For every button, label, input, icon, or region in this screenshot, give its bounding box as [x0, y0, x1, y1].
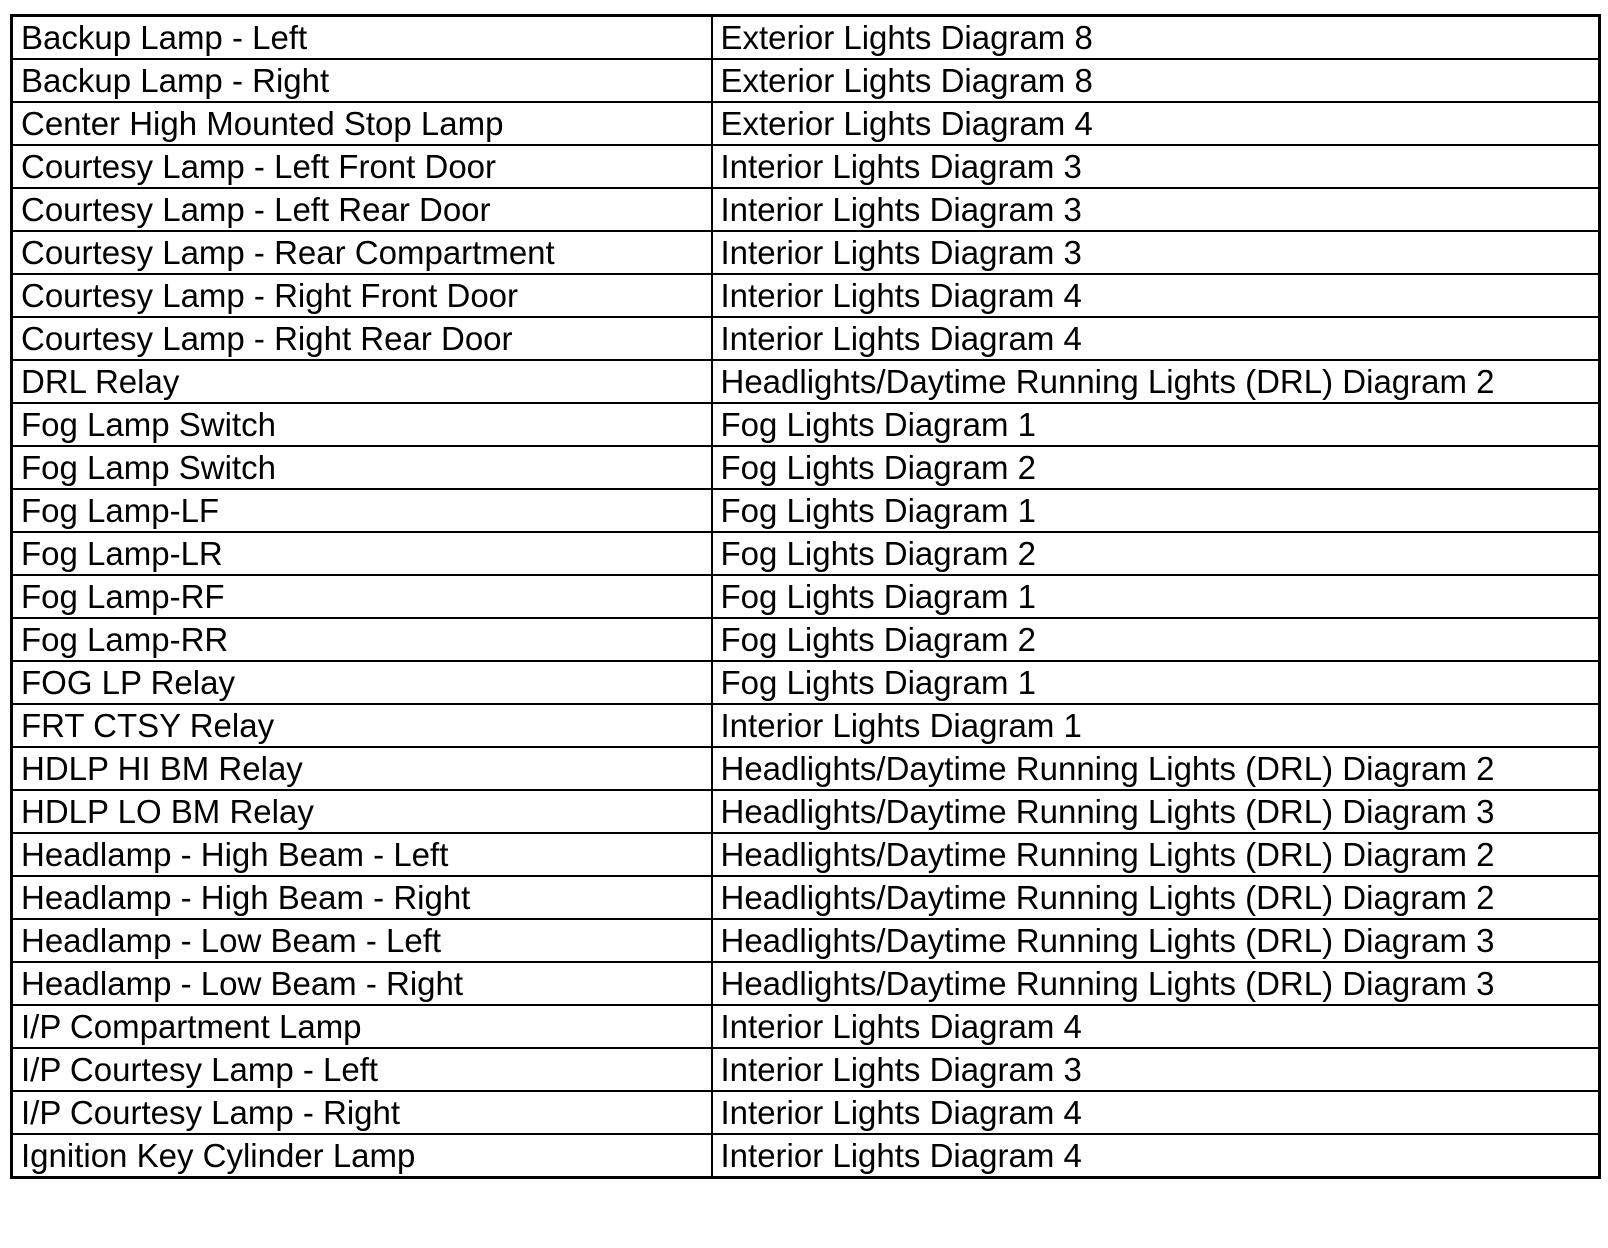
component-name-cell: Fog Lamp Switch — [12, 403, 712, 446]
component-name-cell: Backup Lamp - Right — [12, 59, 712, 102]
diagram-location-cell: Headlights/Daytime Running Lights (DRL) Diagram 2 — [712, 360, 1600, 403]
table-row — [12, 833, 1600, 876]
table-row — [12, 59, 1600, 102]
table-row — [12, 962, 1600, 1005]
table-row — [12, 1005, 1600, 1048]
table-row — [12, 489, 1600, 532]
component-name-cell: Headlamp - Low Beam - Left — [12, 919, 712, 962]
diagram-location-cell: Headlights/Daytime Running Lights (DRL) Diagram 3 — [712, 962, 1600, 1005]
diagram-location-cell: Fog Lights Diagram 1 — [712, 575, 1600, 618]
table-row — [12, 661, 1600, 704]
diagram-location-cell: Exterior Lights Diagram 4 — [712, 102, 1600, 145]
component-name-cell: Courtesy Lamp - Left Front Door — [12, 145, 712, 188]
table-row — [12, 1048, 1600, 1091]
table-row — [12, 317, 1600, 360]
diagram-location-cell: Headlights/Daytime Running Lights (DRL) Diagram 2 — [712, 833, 1600, 876]
diagram-location-cell: Interior Lights Diagram 1 — [712, 704, 1600, 747]
table-row — [12, 1091, 1600, 1134]
component-name-cell: Center High Mounted Stop Lamp — [12, 102, 712, 145]
table-row — [12, 704, 1600, 747]
component-name-cell: I/P Courtesy Lamp - Right — [12, 1091, 712, 1134]
component-name-cell: HDLP LO BM Relay — [12, 790, 712, 833]
component-name-cell: I/P Courtesy Lamp - Left — [12, 1048, 712, 1091]
component-name-cell: Fog Lamp Switch — [12, 446, 712, 489]
diagram-location-cell: Interior Lights Diagram 4 — [712, 1134, 1600, 1178]
diagram-location-cell: Interior Lights Diagram 3 — [712, 188, 1600, 231]
table-row — [12, 618, 1600, 661]
table-row — [12, 919, 1600, 962]
component-name-cell: Courtesy Lamp - Right Front Door — [12, 274, 712, 317]
table-row — [12, 145, 1600, 188]
component-name-cell: Fog Lamp-LF — [12, 489, 712, 532]
table-row — [12, 231, 1600, 274]
table-row — [12, 876, 1600, 919]
diagram-location-cell: Exterior Lights Diagram 8 — [712, 16, 1600, 60]
component-name-cell: Courtesy Lamp - Left Rear Door — [12, 188, 712, 231]
diagram-location-cell: Exterior Lights Diagram 8 — [712, 59, 1600, 102]
diagram-location-cell: Headlights/Daytime Running Lights (DRL) Diagram 2 — [712, 747, 1600, 790]
diagram-location-cell: Interior Lights Diagram 4 — [712, 317, 1600, 360]
component-name-cell: Headlamp - High Beam - Left — [12, 833, 712, 876]
table-row — [12, 747, 1600, 790]
table-row — [12, 575, 1600, 618]
table-row — [12, 1134, 1600, 1178]
diagram-location-cell: Fog Lights Diagram 1 — [712, 661, 1600, 704]
component-name-cell: Ignition Key Cylinder Lamp — [12, 1134, 712, 1178]
component-name-cell: Headlamp - Low Beam - Right — [12, 962, 712, 1005]
component-name-cell: Fog Lamp-LR — [12, 532, 712, 575]
component-name-cell: DRL Relay — [12, 360, 712, 403]
component-name-cell: Fog Lamp-RF — [12, 575, 712, 618]
diagram-location-cell: Interior Lights Diagram 3 — [712, 231, 1600, 274]
diagram-location-cell: Fog Lights Diagram 2 — [712, 446, 1600, 489]
table-row — [12, 188, 1600, 231]
component-location-table — [10, 14, 1601, 1179]
component-name-cell: I/P Compartment Lamp — [12, 1005, 712, 1048]
diagram-location-cell: Interior Lights Diagram 3 — [712, 1048, 1600, 1091]
diagram-location-cell: Headlights/Daytime Running Lights (DRL) Diagram 3 — [712, 919, 1600, 962]
component-name-cell: FOG LP Relay — [12, 661, 712, 704]
component-name-cell: Courtesy Lamp - Right Rear Door — [12, 317, 712, 360]
table-row — [12, 403, 1600, 446]
table-row — [12, 532, 1600, 575]
diagram-location-cell: Headlights/Daytime Running Lights (DRL) Diagram 2 — [712, 876, 1600, 919]
diagram-location-cell: Fog Lights Diagram 2 — [712, 618, 1600, 661]
table-body — [12, 16, 1600, 1178]
diagram-location-cell: Headlights/Daytime Running Lights (DRL) Diagram 3 — [712, 790, 1600, 833]
diagram-location-cell: Interior Lights Diagram 4 — [712, 274, 1600, 317]
table-row — [12, 102, 1600, 145]
diagram-location-cell: Interior Lights Diagram 3 — [712, 145, 1600, 188]
diagram-location-cell: Fog Lights Diagram 2 — [712, 532, 1600, 575]
component-name-cell: Headlamp - High Beam - Right — [12, 876, 712, 919]
component-name-cell: FRT CTSY Relay — [12, 704, 712, 747]
diagram-location-cell: Interior Lights Diagram 4 — [712, 1005, 1600, 1048]
component-name-cell: HDLP HI BM Relay — [12, 747, 712, 790]
table-row — [12, 790, 1600, 833]
table-row — [12, 274, 1600, 317]
table-row — [12, 16, 1600, 60]
diagram-location-cell: Fog Lights Diagram 1 — [712, 403, 1600, 446]
component-name-cell: Fog Lamp-RR — [12, 618, 712, 661]
diagram-location-cell: Fog Lights Diagram 1 — [712, 489, 1600, 532]
table-row — [12, 446, 1600, 489]
table-row — [12, 360, 1600, 403]
component-name-cell: Backup Lamp - Left — [12, 16, 712, 60]
diagram-location-cell: Interior Lights Diagram 4 — [712, 1091, 1600, 1134]
component-name-cell: Courtesy Lamp - Rear Compartment — [12, 231, 712, 274]
